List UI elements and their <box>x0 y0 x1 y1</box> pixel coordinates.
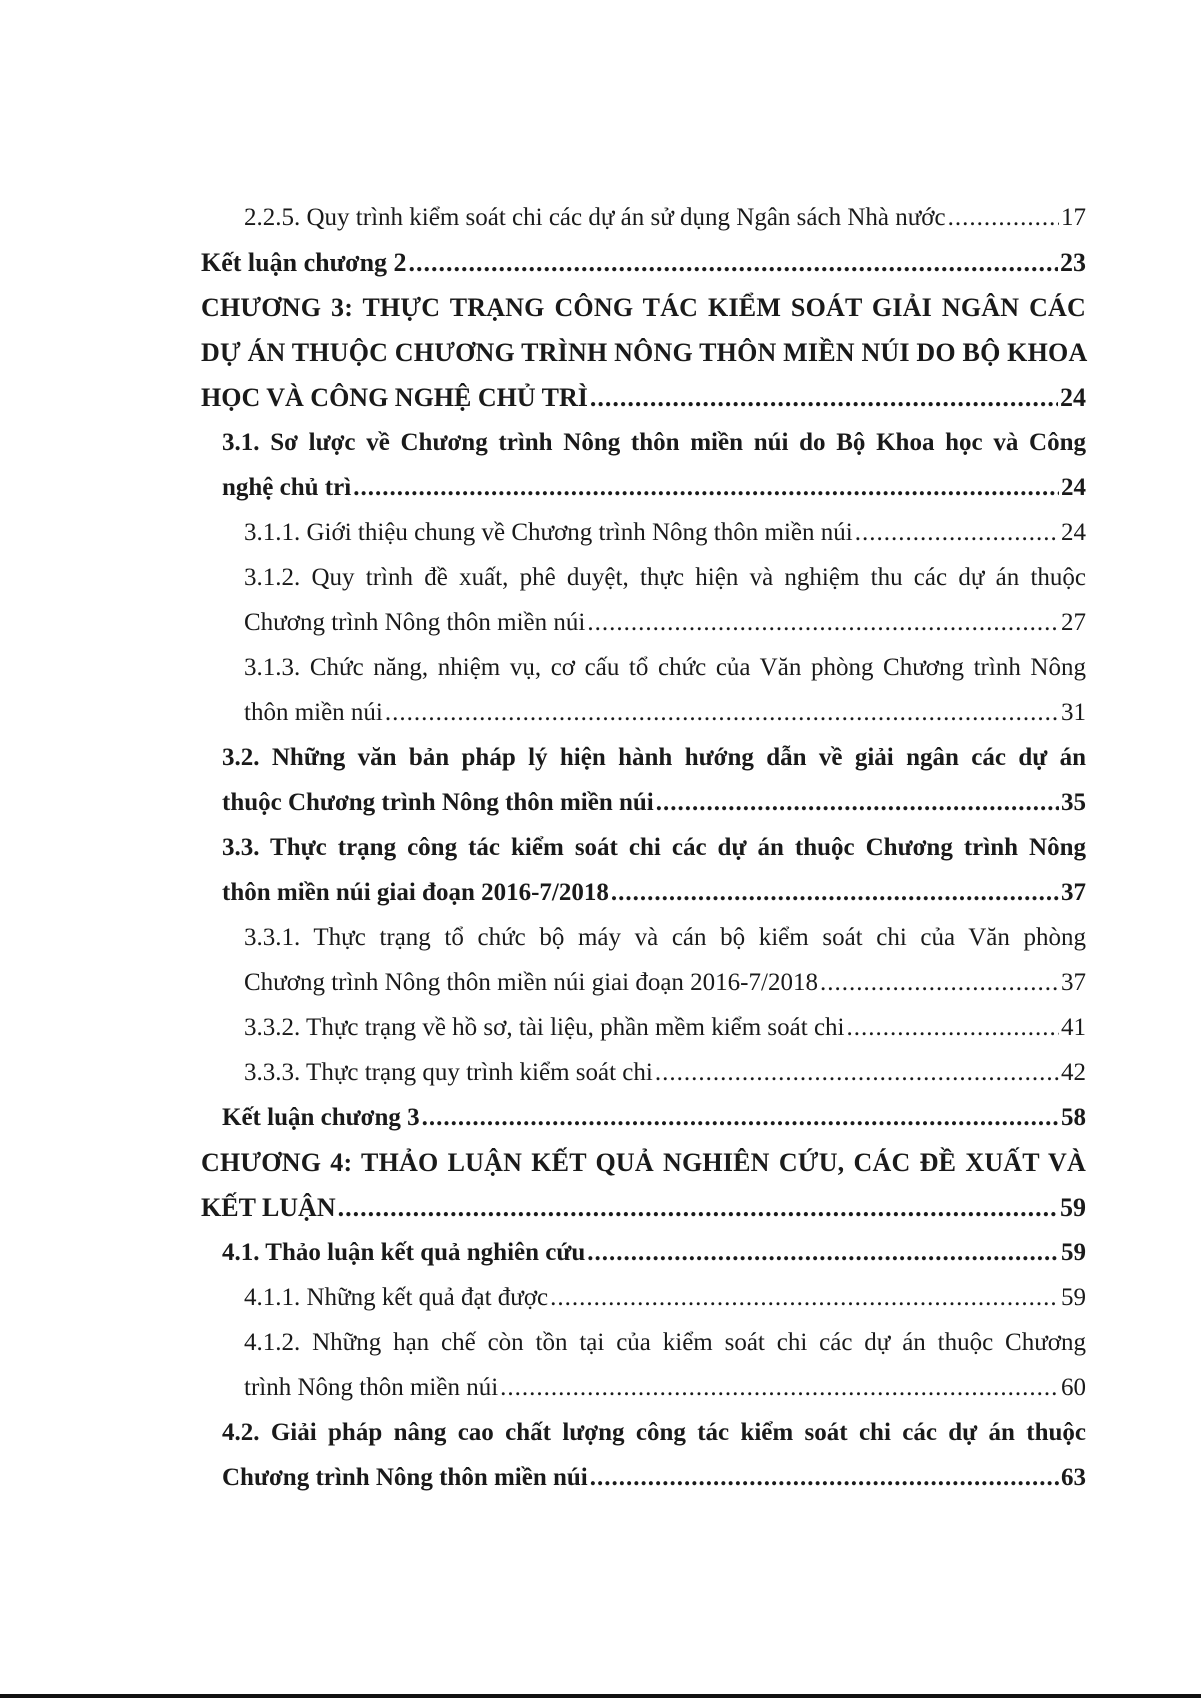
toc-entry-title: HỌC VÀ CÔNG NGHỆ CHỦ TRÌ <box>201 383 588 412</box>
toc-entry-last-line <box>222 780 1086 825</box>
toc-entry[interactable] <box>244 510 1086 555</box>
toc-entry-last-line <box>244 1050 1086 1095</box>
toc-entry-title: 4.1. Thảo luận kết quả nghiên cứu <box>222 1239 586 1266</box>
toc-page-number: 24 <box>1061 474 1086 501</box>
toc-entry-title: 4.1.1. Những kết quả đạt được <box>244 1284 549 1311</box>
toc-entry-line: 3.1.3. Chức năng, nhiệm vụ, cơ cấu tổ chức của Văn phòng Chương trình Nông <box>244 654 1086 681</box>
toc-entry-line: 4.2. Giải pháp nâng cao chất lượng công tác kiểm soát chi các dự án thuộc <box>222 1419 1086 1446</box>
dot-leader <box>550 1275 1059 1320</box>
toc-page-number: 17 <box>1061 204 1086 231</box>
toc-page-number: 31 <box>1061 699 1086 726</box>
toc-entry-title: Chương trình Nông thôn miền núi <box>244 609 586 636</box>
toc-page-number: 37 <box>1061 879 1086 906</box>
toc-entry-title: Kết luận chương 3 <box>222 1104 420 1131</box>
toc-entry-last-line <box>222 870 1086 915</box>
toc-entry[interactable] <box>222 1410 1086 1500</box>
toc-entry-title: trình Nông thôn miền núi <box>244 1374 499 1401</box>
toc-page-number: 58 <box>1061 1104 1086 1131</box>
toc-entry-line: DỰ ÁN THUỘC CHƯƠNG TRÌNH NÔNG THÔN MIỀN NÚI DO BỘ KHOA <box>201 338 1088 367</box>
toc-entry-last-line <box>222 1230 1086 1275</box>
dot-leader <box>590 1455 1059 1500</box>
dot-leader <box>587 1230 1059 1275</box>
dot-leader <box>409 240 1058 285</box>
toc-entry-title: thôn miền núi <box>244 699 383 726</box>
toc-entry[interactable] <box>201 1140 1086 1230</box>
toc-entry-last-line <box>222 1455 1086 1500</box>
dot-leader <box>385 690 1059 735</box>
toc-entry-line: 3.1. Sơ lược về Chương trình Nông thôn miền núi do Bộ Khoa học và Công <box>222 429 1086 456</box>
toc-entry-line: 4.1.2. Những hạn chế còn tồn tại của kiểm soát chi các dự án thuộc Chương <box>244 1329 1086 1356</box>
toc-page-number: 42 <box>1061 1059 1086 1086</box>
toc-entry-last-line <box>222 465 1086 510</box>
toc-entry-line: 3.3.1. Thực trạng tổ chức bộ máy và cán bộ kiểm soát chi của Văn phòng <box>244 924 1086 951</box>
toc-page-number: 59 <box>1061 1284 1086 1311</box>
toc-page-number: 24 <box>1060 383 1086 412</box>
dot-leader <box>422 1095 1059 1140</box>
toc-entry-last-line <box>244 1275 1086 1320</box>
toc-entry-last-line <box>244 195 1086 240</box>
toc-entry-last-line <box>244 1005 1086 1050</box>
toc-page-number: 23 <box>1060 248 1086 277</box>
dot-leader <box>847 1005 1060 1050</box>
toc-entry-line: 3.2. Những văn bản pháp lý hiện hành hướng dẫn về giải ngân các dự án <box>222 744 1086 771</box>
toc-page-number: 63 <box>1061 1464 1086 1491</box>
toc-entry-last-line <box>244 690 1086 735</box>
toc-entry[interactable] <box>244 1275 1086 1320</box>
toc-entry-title: 3.3.3. Thực trạng quy trình kiểm soát chi <box>244 1059 653 1086</box>
toc-entry[interactable] <box>222 420 1086 510</box>
toc-page-number: 41 <box>1061 1014 1086 1041</box>
dot-leader <box>500 1365 1059 1410</box>
dot-leader <box>611 870 1059 915</box>
toc-entry[interactable] <box>244 1320 1086 1410</box>
toc-entry-last-line <box>244 600 1086 645</box>
toc-entry[interactable] <box>201 240 1086 285</box>
toc-entry-last-line <box>244 1365 1086 1410</box>
toc-page-number: 59 <box>1061 1239 1086 1266</box>
toc-entry[interactable] <box>244 645 1086 735</box>
toc-page-number: 59 <box>1060 1193 1086 1222</box>
toc-entry-title: 2.2.5. Quy trình kiểm soát chi các dự án sử dụng Ngân sách Nhà nước <box>244 204 946 231</box>
toc-page-number: 37 <box>1061 969 1086 996</box>
toc-entry[interactable] <box>222 1230 1086 1275</box>
toc-entry[interactable] <box>244 555 1086 645</box>
dot-leader <box>855 510 1059 555</box>
toc-entry-last-line <box>244 960 1086 1005</box>
dot-leader <box>948 195 1059 240</box>
toc-entry-title: Chương trình Nông thôn miền núi giai đoạn 2016-7/2018 <box>244 969 818 996</box>
toc-entry[interactable] <box>244 1050 1086 1095</box>
toc-entry-title: thuộc Chương trình Nông thôn miền núi <box>222 789 654 816</box>
toc-entry-line: 3.3. Thực trạng công tác kiểm soát chi các dự án thuộc Chương trình Nông <box>222 834 1086 861</box>
toc-entry[interactable] <box>222 735 1086 825</box>
toc-page-number: 35 <box>1061 789 1086 816</box>
toc-entry[interactable] <box>201 285 1086 420</box>
toc-entry-title: 3.1.1. Giới thiệu chung về Chương trình Nông thôn miền núi <box>244 519 853 546</box>
toc-entry[interactable] <box>244 1005 1086 1050</box>
dot-leader <box>655 1050 1059 1095</box>
toc-entry[interactable] <box>222 1095 1086 1140</box>
dot-leader <box>587 600 1059 645</box>
dot-leader <box>338 1185 1058 1230</box>
toc-page-number: 24 <box>1061 519 1086 546</box>
toc-entry-line: 3.1.2. Quy trình đề xuất, phê duyệt, thực hiện và nghiệm thu các dự án thuộc <box>244 564 1086 591</box>
toc-entry-line: CHƯƠNG 4: THẢO LUẬN KẾT QUẢ NGHIÊN CỨU, CÁC ĐỀ XUẤT VÀ <box>201 1148 1086 1177</box>
toc-entry-last-line <box>222 1095 1086 1140</box>
dot-leader <box>590 375 1058 420</box>
toc-entry-title: nghệ chủ trì <box>222 474 352 501</box>
toc-entry-title: KẾT LUẬN <box>201 1193 336 1222</box>
dot-leader <box>820 960 1059 1005</box>
page-bottom-border <box>0 1694 1201 1698</box>
dot-leader <box>656 780 1059 825</box>
toc-entry-title: thôn miền núi giai đoạn 2016-7/2018 <box>222 879 609 906</box>
toc-entry-last-line <box>201 1185 1086 1230</box>
toc-entry-last-line <box>244 510 1086 555</box>
toc-entry-title: Chương trình Nông thôn miền núi <box>222 1464 588 1491</box>
toc-entry-last-line <box>201 240 1086 285</box>
toc-entry-line: CHƯƠNG 3: THỰC TRẠNG CÔNG TÁC KIỂM SOÁT GIẢI NGÂN CÁC <box>201 293 1086 322</box>
toc-entry[interactable] <box>222 825 1086 915</box>
toc-entry[interactable] <box>244 915 1086 1005</box>
toc-page-number: 60 <box>1061 1374 1086 1401</box>
toc-entry-title: Kết luận chương 2 <box>201 248 407 277</box>
toc-entry-last-line <box>201 375 1086 420</box>
dot-leader <box>353 465 1059 510</box>
toc-page-number: 27 <box>1061 609 1086 636</box>
toc-entry-title: 3.3.2. Thực trạng về hồ sơ, tài liệu, phần mềm kiểm soát chi <box>244 1014 845 1041</box>
toc-entry[interactable] <box>244 195 1086 240</box>
